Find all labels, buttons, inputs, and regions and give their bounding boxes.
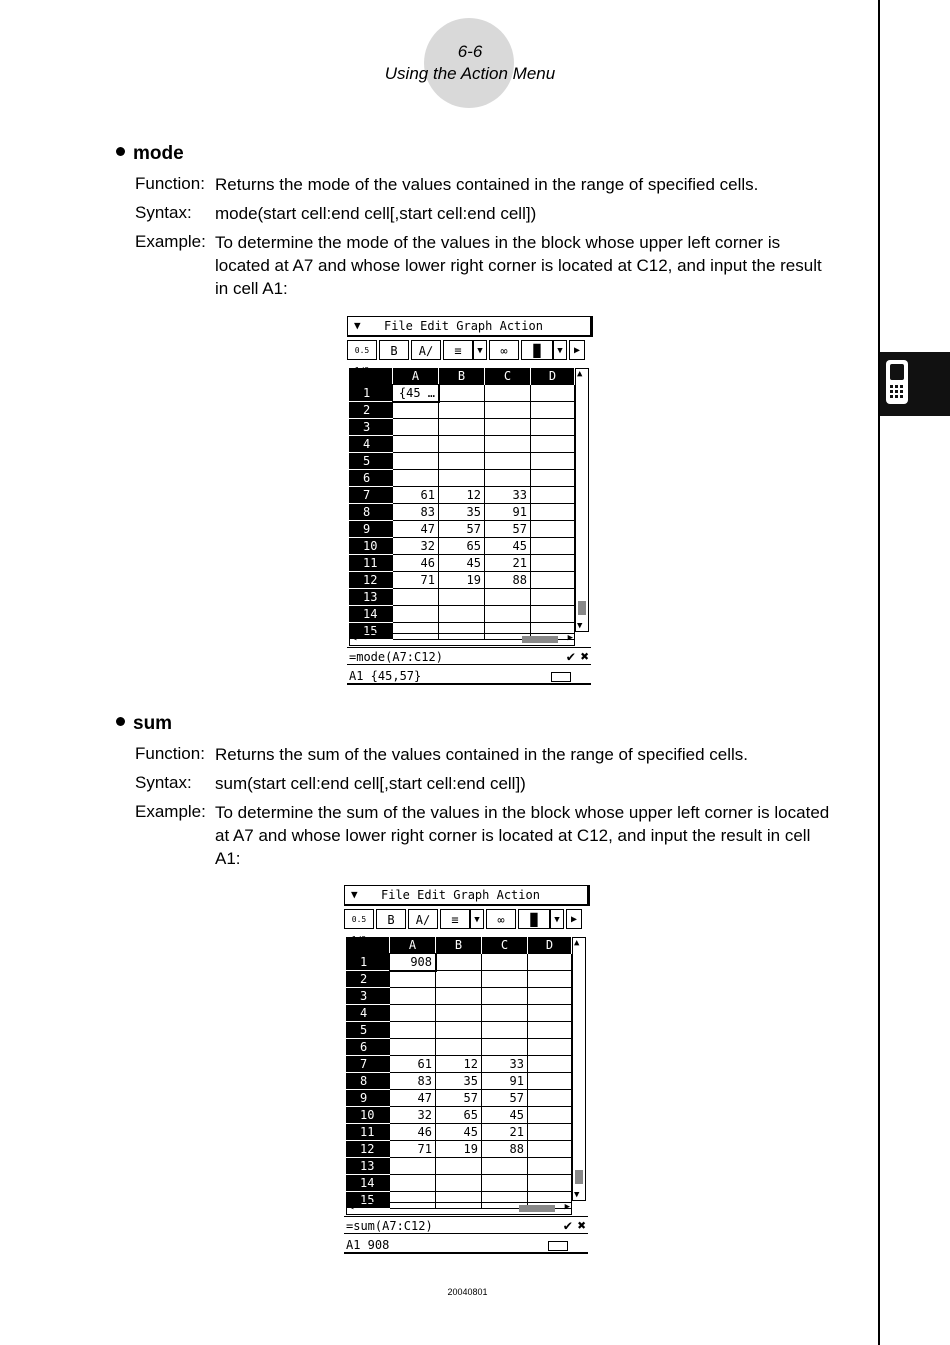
table-cell[interactable]	[485, 385, 531, 402]
table-row	[344, 988, 572, 1005]
table-cell[interactable]: 57	[439, 521, 485, 538]
table-cell[interactable]	[439, 419, 485, 436]
syntax-text: sum(start cell:end cell[,start cell:end cell])	[215, 774, 526, 793]
table-cell[interactable]	[531, 453, 575, 470]
graph-icon[interactable]: ▐▌	[518, 909, 550, 929]
table-cell[interactable]	[482, 1005, 528, 1022]
graph-dropdown-icon[interactable]: ▼	[550, 909, 564, 929]
table-cell[interactable]: 61	[393, 487, 439, 504]
table-cell[interactable]	[528, 1090, 572, 1107]
table-cell[interactable]	[531, 538, 575, 555]
table-cell[interactable]: {45 …	[393, 385, 439, 402]
table-cell[interactable]: 83	[390, 1073, 436, 1090]
table-cell[interactable]	[528, 1005, 572, 1022]
row-header[interactable]: 6	[349, 470, 393, 486]
example-text: To determine the sum of the values in the block whose upper left corner is located at A7 and whose lower right corner is located at C12, and input the result in cell A1:	[215, 803, 830, 868]
table-cell[interactable]: 71	[393, 572, 439, 589]
table-cell[interactable]: 65	[439, 538, 485, 555]
table-cell[interactable]	[436, 1039, 482, 1056]
table-row	[347, 436, 575, 453]
table-cell[interactable]	[439, 385, 485, 402]
table-row	[347, 538, 575, 555]
table-cell[interactable]	[531, 606, 575, 623]
table-cell[interactable]	[528, 954, 572, 971]
section-title-text: mode	[133, 143, 184, 164]
table-cell[interactable]	[390, 1022, 436, 1039]
cancel-icon[interactable]: ✖	[577, 1218, 586, 1234]
formula-entry-line[interactable]	[347, 647, 591, 665]
table-cell[interactable]	[393, 606, 439, 623]
function-label: Function:	[135, 744, 205, 763]
row-header[interactable]: 2	[346, 971, 390, 987]
table-cell[interactable]: 47	[393, 521, 439, 538]
vertical-scroll-thumb[interactable]	[578, 601, 586, 615]
row-header[interactable]: 13	[346, 1158, 390, 1174]
graph-dropdown-icon[interactable]: ▼	[553, 340, 567, 360]
row-header[interactable]: 15	[346, 1192, 390, 1208]
row-header[interactable]: 3	[349, 419, 393, 435]
table-row	[344, 1175, 572, 1192]
column-header[interactable]: C	[485, 368, 531, 385]
column-header[interactable]: D	[528, 937, 572, 954]
table-cell[interactable]	[390, 988, 436, 1005]
table-row	[347, 402, 575, 419]
status-text: A1 908	[346, 1238, 390, 1252]
table-cell[interactable]: 12	[439, 487, 485, 504]
menu-bar	[347, 316, 593, 337]
table-row	[347, 504, 575, 521]
row-header[interactable]: 5	[346, 1022, 390, 1038]
table-cell[interactable]	[482, 954, 528, 971]
table-cell[interactable]: 45	[485, 538, 531, 555]
example-text: To determine the mode of the values in the block whose upper left corner is located at A7 and whose lower right corner is located at C12, and input the result in cell A1:	[215, 233, 822, 298]
align-dropdown-icon[interactable]: ▼	[470, 909, 484, 929]
bold-button[interactable]: B	[379, 340, 409, 360]
table-cell[interactable]	[531, 436, 575, 453]
menu-items[interactable]: File Edit Graph Action	[384, 319, 543, 333]
column-header[interactable]: B	[436, 937, 482, 954]
row-header[interactable]: 14	[349, 606, 393, 622]
scroll-left-icon[interactable]: ◀	[351, 633, 357, 643]
scroll-up-icon[interactable]: ▲	[574, 938, 580, 948]
row-header[interactable]: 7	[349, 487, 393, 503]
table-cell[interactable]: 12	[436, 1056, 482, 1073]
table-cell[interactable]	[485, 470, 531, 487]
table-cell[interactable]: 61	[390, 1056, 436, 1073]
section-title-text: sum	[133, 713, 173, 734]
table-cell[interactable]	[439, 436, 485, 453]
section-title-sum	[116, 713, 172, 735]
table-row	[344, 1005, 572, 1022]
toolbar	[344, 909, 588, 931]
table-cell[interactable]	[436, 954, 482, 971]
row-header[interactable]: 1	[346, 954, 390, 970]
corner-cell	[346, 937, 390, 954]
table-cell[interactable]: 88	[482, 1141, 528, 1158]
table-row	[347, 470, 575, 487]
align-icon[interactable]: ≡	[443, 340, 473, 360]
table-cell[interactable]	[528, 1073, 572, 1090]
text-color-icon[interactable]: A∕	[408, 909, 438, 929]
menu-bar	[344, 885, 590, 906]
syntax-text: mode(start cell:end cell[,start cell:end cell])	[215, 204, 537, 223]
column-header[interactable]: A	[393, 368, 439, 385]
vertical-scrollbar[interactable]	[575, 368, 589, 632]
table-cell[interactable]	[390, 1039, 436, 1056]
toolbar	[347, 340, 591, 362]
table-cell[interactable]	[439, 453, 485, 470]
vertical-scrollbar[interactable]	[572, 937, 586, 1201]
table-cell[interactable]	[393, 589, 439, 606]
row-header[interactable]: 11	[349, 555, 393, 571]
table-cell[interactable]	[528, 988, 572, 1005]
column-header[interactable]: A	[390, 937, 436, 954]
corner-cell	[349, 368, 393, 385]
horizontal-scrollbar[interactable]	[346, 1202, 572, 1215]
table-cell[interactable]	[528, 1107, 572, 1124]
footer-code: 20040801	[447, 1287, 488, 1297]
row-header[interactable]: 7	[346, 1056, 390, 1072]
scroll-left-icon[interactable]: ◀	[348, 1202, 354, 1212]
table-cell[interactable]	[390, 1175, 436, 1192]
table-cell[interactable]	[531, 487, 575, 504]
table-row	[344, 1022, 572, 1039]
bold-button[interactable]: B	[376, 909, 406, 929]
calculator-screen-sum	[344, 885, 590, 1255]
table-cell[interactable]	[485, 589, 531, 606]
row-header[interactable]: 2	[349, 402, 393, 418]
check-icon[interactable]: ✔	[566, 649, 575, 665]
table-cell[interactable]: 47	[390, 1090, 436, 1107]
table-cell[interactable]	[485, 436, 531, 453]
table-row	[347, 453, 575, 470]
table-cell[interactable]	[528, 971, 572, 988]
table-row	[344, 1124, 572, 1141]
table-cell[interactable]	[436, 971, 482, 988]
section-title-mode	[116, 143, 184, 165]
table-cell[interactable]	[531, 385, 575, 402]
table-cell[interactable]	[485, 453, 531, 470]
row-header[interactable]: 1	[349, 385, 393, 401]
horizontal-scroll-thumb[interactable]	[522, 636, 558, 643]
table-cell[interactable]: 91	[485, 504, 531, 521]
table-cell[interactable]	[439, 470, 485, 487]
row-header[interactable]: 6	[346, 1039, 390, 1055]
table-cell[interactable]	[531, 470, 575, 487]
table-cell[interactable]	[390, 1158, 436, 1175]
table-cell[interactable]	[531, 555, 575, 572]
table-cell[interactable]	[528, 1141, 572, 1158]
table-cell[interactable]: 57	[485, 521, 531, 538]
table-cell[interactable]: 57	[436, 1090, 482, 1107]
row-header[interactable]: 10	[349, 538, 393, 554]
table-cell[interactable]	[531, 402, 575, 419]
table-cell[interactable]	[531, 572, 575, 589]
table-row	[344, 954, 572, 971]
vertical-scroll-thumb[interactable]	[575, 1170, 583, 1184]
table-cell[interactable]	[390, 1005, 436, 1022]
table-row	[347, 385, 575, 402]
table-cell[interactable]	[436, 1158, 482, 1175]
column-header[interactable]: D	[531, 368, 575, 385]
table-row	[344, 1158, 572, 1175]
scroll-up-icon[interactable]: ▲	[577, 369, 583, 379]
status-text: A1 {45,57}	[349, 669, 422, 683]
row-header[interactable]: 3	[346, 988, 390, 1004]
table-cell[interactable]	[393, 402, 439, 419]
table-cell[interactable]	[436, 1005, 482, 1022]
scroll-right-icon[interactable]: ▶	[567, 633, 573, 643]
table-cell[interactable]	[482, 1022, 528, 1039]
syntax-label: Syntax:	[135, 203, 192, 222]
table-cell[interactable]: 46	[393, 555, 439, 572]
margin-rule	[878, 0, 880, 1345]
row-header[interactable]: 4	[346, 1005, 390, 1021]
table-cell[interactable]	[482, 1175, 528, 1192]
align-dropdown-icon[interactable]: ▼	[473, 340, 487, 360]
table-cell[interactable]: 46	[390, 1124, 436, 1141]
table-cell[interactable]	[531, 504, 575, 521]
example-label: Example:	[135, 232, 206, 251]
table-cell[interactable]	[482, 1039, 528, 1056]
classpad-icon	[884, 358, 910, 406]
battery-icon	[551, 672, 571, 682]
table-row	[347, 572, 575, 589]
table-row	[344, 1073, 572, 1090]
table-row	[344, 1056, 572, 1073]
scroll-down-icon[interactable]: ▼	[574, 1190, 580, 1200]
text-color-icon[interactable]: A∕	[411, 340, 441, 360]
table-cell[interactable]	[531, 589, 575, 606]
table-cell[interactable]	[436, 1022, 482, 1039]
table-cell[interactable]	[482, 1158, 528, 1175]
column-header[interactable]: C	[482, 937, 528, 954]
table-cell[interactable]: 32	[393, 538, 439, 555]
page-number: 6-6	[457, 42, 483, 61]
table-row	[344, 971, 572, 988]
row-header[interactable]: 5	[349, 453, 393, 469]
function-text: Returns the mode of the values contained in the range of specified cells.	[215, 175, 759, 194]
fraction-toggle-button[interactable]: 0.5	[347, 340, 377, 360]
glasses-view-icon[interactable]: ∞	[486, 909, 516, 929]
table-cell[interactable]: 32	[390, 1107, 436, 1124]
row-header[interactable]: 8	[349, 504, 393, 520]
table-cell[interactable]: 33	[482, 1056, 528, 1073]
table-cell[interactable]	[436, 1175, 482, 1192]
table-cell[interactable]	[528, 1022, 572, 1039]
syntax-label: Syntax:	[135, 773, 192, 792]
table-cell[interactable]	[439, 402, 485, 419]
table-row	[347, 521, 575, 538]
table-cell[interactable]: 45	[482, 1107, 528, 1124]
table-cell[interactable]	[439, 589, 485, 606]
table-cell[interactable]: 21	[485, 555, 531, 572]
table-cell[interactable]	[482, 988, 528, 1005]
status-bar	[344, 1236, 588, 1254]
column-header[interactable]: B	[439, 368, 485, 385]
table-cell[interactable]	[485, 419, 531, 436]
page-title: Using the Action Menu	[384, 64, 556, 83]
table-cell[interactable]	[393, 453, 439, 470]
table-cell[interactable]: 19	[439, 572, 485, 589]
example-label: Example:	[135, 802, 206, 821]
cancel-icon[interactable]: ✖	[580, 649, 589, 665]
table-cell[interactable]	[528, 1124, 572, 1141]
table-cell[interactable]	[531, 419, 575, 436]
scroll-right-icon[interactable]: ▶	[569, 340, 585, 360]
bullet-icon	[116, 717, 125, 726]
table-cell[interactable]	[393, 470, 439, 487]
table-row	[344, 1107, 572, 1124]
header-circle	[424, 18, 514, 108]
table-cell[interactable]	[528, 1039, 572, 1056]
menu-dropdown-icon[interactable]: ▼	[351, 888, 358, 901]
table-row	[344, 1141, 572, 1158]
table-cell[interactable]: 71	[390, 1141, 436, 1158]
table-cell[interactable]: 19	[436, 1141, 482, 1158]
check-icon[interactable]: ✔	[563, 1218, 572, 1234]
row-header[interactable]: 14	[346, 1175, 390, 1191]
align-icon[interactable]: ≡	[440, 909, 470, 929]
table-row	[344, 1039, 572, 1056]
row-header[interactable]: 15	[349, 623, 393, 639]
row-header[interactable]: 4	[349, 436, 393, 452]
table-cell[interactable]: 35	[436, 1073, 482, 1090]
scroll-down-icon[interactable]: ▼	[577, 621, 583, 631]
table-row	[347, 487, 575, 504]
scroll-right-icon[interactable]: ▶	[566, 909, 582, 929]
table-cell[interactable]: 908	[390, 954, 436, 971]
bullet-icon	[116, 147, 125, 156]
table-cell[interactable]	[528, 1056, 572, 1073]
fraction-toggle-button[interactable]: 0.5	[344, 909, 374, 929]
table-cell[interactable]: 57	[482, 1090, 528, 1107]
status-bar	[347, 667, 591, 685]
battery-icon	[548, 1241, 568, 1251]
menu-dropdown-icon[interactable]: ▼	[354, 319, 361, 332]
table-cell[interactable]	[390, 971, 436, 988]
function-label: Function:	[135, 174, 205, 193]
table-cell[interactable]: 88	[485, 572, 531, 589]
table-row	[344, 1090, 572, 1107]
table-cell[interactable]: 65	[436, 1107, 482, 1124]
table-cell[interactable]	[485, 402, 531, 419]
table-cell[interactable]	[482, 971, 528, 988]
horizontal-scroll-thumb[interactable]	[519, 1205, 555, 1212]
glasses-view-icon[interactable]: ∞	[489, 340, 519, 360]
horizontal-scrollbar[interactable]	[349, 633, 575, 646]
menu-items[interactable]: File Edit Graph Action	[381, 888, 540, 902]
table-cell[interactable]	[531, 521, 575, 538]
table-row	[347, 623, 575, 638]
row-header[interactable]: 9	[349, 521, 393, 537]
table-cell[interactable]	[528, 1158, 572, 1175]
table-cell[interactable]	[439, 606, 485, 623]
table-row	[347, 606, 575, 623]
row-header[interactable]: 11	[346, 1124, 390, 1140]
table-cell[interactable]: 33	[485, 487, 531, 504]
row-header[interactable]: 12	[349, 572, 393, 588]
table-row	[347, 589, 575, 606]
row-header[interactable]: 12	[346, 1141, 390, 1157]
table-row	[347, 555, 575, 572]
table-cell[interactable]: 21	[482, 1124, 528, 1141]
table-cell[interactable]: 45	[439, 555, 485, 572]
row-header[interactable]: 8	[346, 1073, 390, 1089]
table-cell[interactable]	[393, 419, 439, 436]
row-header[interactable]: 10	[346, 1107, 390, 1123]
table-cell[interactable]	[436, 988, 482, 1005]
table-cell[interactable]	[528, 1175, 572, 1192]
row-header[interactable]: 9	[346, 1090, 390, 1106]
table-row	[347, 419, 575, 436]
formula-text[interactable]: =sum(A7:C12)	[346, 1219, 433, 1233]
calculator-screen-mode	[347, 316, 593, 686]
table-cell[interactable]	[393, 436, 439, 453]
scroll-right-icon[interactable]: ▶	[564, 1202, 570, 1212]
graph-icon[interactable]: ▐▌	[521, 340, 553, 360]
function-text: Returns the sum of the values contained in the range of specified cells.	[215, 745, 748, 764]
table-cell[interactable]: 91	[482, 1073, 528, 1090]
table-cell[interactable]: 83	[393, 504, 439, 521]
table-cell[interactable]	[485, 606, 531, 623]
table-row	[344, 1192, 572, 1207]
formula-text[interactable]: =mode(A7:C12)	[349, 650, 443, 664]
table-cell[interactable]: 35	[439, 504, 485, 521]
formula-entry-line[interactable]	[344, 1216, 588, 1234]
row-header[interactable]: 13	[349, 589, 393, 605]
table-cell[interactable]: 45	[436, 1124, 482, 1141]
